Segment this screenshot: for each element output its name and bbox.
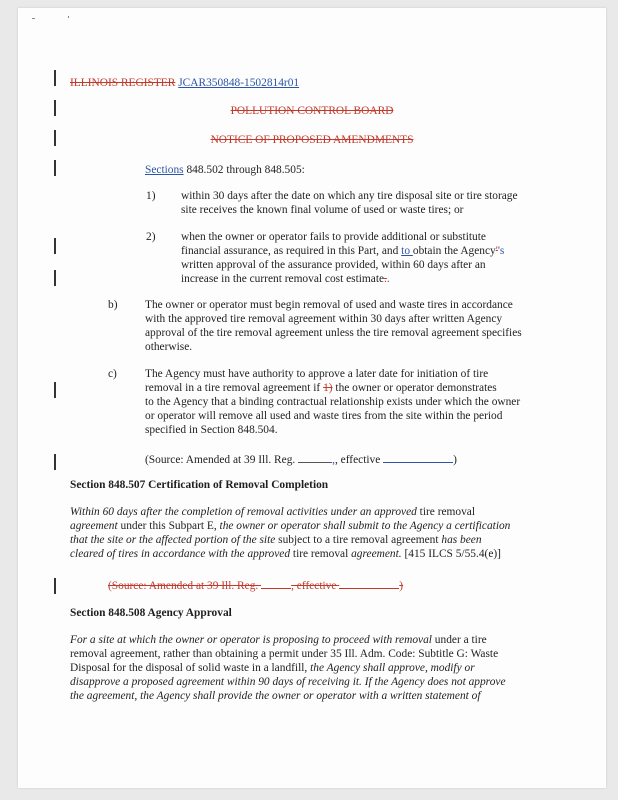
revision-bar <box>54 238 56 254</box>
section-line: agreement under this Subpart E, the owner or operator shall submit to the Agency a certification <box>70 520 511 532</box>
revision-bar <box>54 454 56 470</box>
register-header: ILLINOIS REGISTER JCAR350848-1502814r01 <box>70 77 300 89</box>
para-line: The owner or operator must begin removal of used and waste tires in accordance <box>145 299 513 311</box>
para-line: specified in Section 848.504. <box>145 424 278 436</box>
item-text-line: within 30 days after the date on which any tire disposal site or tire storage <box>181 190 518 202</box>
section-line: Disposal for the disposal of solid waste in a landfill, the Agency shall approve, modify or <box>70 662 475 674</box>
section-line: cleared of tires in accordance with the approved tire removal agreement. [415 ILCS 5/55.4(e)] <box>70 548 501 560</box>
item-number: 1) <box>146 190 156 202</box>
item-text-line: site receives the known final volume of used or waste tires; or <box>181 204 464 216</box>
item-text-line: written approval of the assurance provided, within 60 days after an <box>181 259 486 271</box>
sections-line: Sections 848.502 through 848.505: <box>145 164 305 176</box>
document-page <box>18 8 606 788</box>
revision-bar <box>54 160 56 176</box>
para-line: approval of the tire removal agreement unless the tire removal agreement specifies <box>145 327 522 339</box>
section-line: removal agreement, rather than obtaining a permit under 35 Ill. Adm. Code: Subtitle G: Waste <box>70 648 499 660</box>
section-line: Within 60 days after the completion of removal activities under an approved tire removal <box>70 506 476 518</box>
source-note: (Source: Amended at 39 Ill. Reg. ,, effective ) <box>145 454 457 466</box>
source-note-deleted: (Source: Amended at 39 Ill. Reg. , effective ) <box>108 580 404 592</box>
section-line: the agreement, the Agency shall provide the owner or operator with a written statement of <box>70 690 481 702</box>
board-title: POLLUTION CONTROL BOARD <box>230 105 394 117</box>
revision-bar <box>54 382 56 398</box>
item-text-line: financial assurance, as required in this Part, and to obtain the Agency''s <box>181 245 505 257</box>
para-line: otherwise. <box>145 341 193 353</box>
scan-mark <box>68 16 69 18</box>
para-line: with the approved tire removal agreement within 30 days after written Agency <box>145 313 503 325</box>
revision-bar <box>54 70 56 86</box>
notice-title: NOTICE OF PROPOSED AMENDMENTS <box>210 134 414 146</box>
para-label: c) <box>108 368 117 380</box>
revision-bar <box>54 270 56 286</box>
section-heading: Section 848.507 Certification of Removal Completion <box>70 479 329 491</box>
section-line: that the site or the affected portion of the site subject to a tire removal agreement has been <box>70 534 482 546</box>
section-heading: Section 848.508 Agency Approval <box>70 607 232 619</box>
para-line: to the Agency that a binding contractual relationship exists under which the owner <box>145 396 521 408</box>
para-line: The Agency must have authority to approve a later date for initiation of tire <box>145 368 489 380</box>
para-line: removal in a tire removal agreement if 1) the owner or operator demonstrates <box>145 382 497 394</box>
scan-mark <box>32 18 35 19</box>
section-line: For a site at which the owner or operator is proposing to proceed with removal under a tire <box>70 634 487 646</box>
para-line: or operator will remove all used and waste tires from the site within the period <box>145 410 503 422</box>
revision-bar <box>54 578 56 594</box>
section-line: disapprove a proposed agreement within 90 days of receiving it. If the Agency does not approve <box>70 676 506 688</box>
para-label: b) <box>108 299 118 311</box>
item-text-line: when the owner or operator fails to provide additional or substitute <box>181 231 486 243</box>
item-text-line: increase in the current removal cost estimate.. <box>181 273 390 285</box>
item-number: 2) <box>146 231 156 243</box>
